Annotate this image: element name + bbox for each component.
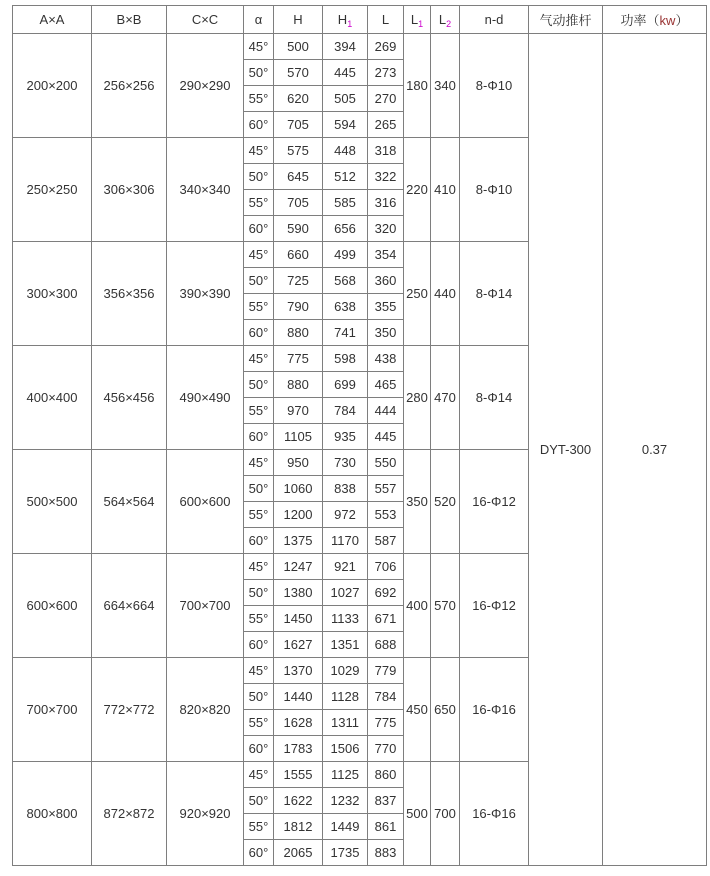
cell-h1: 935 <box>323 424 368 450</box>
cell-l: 445 <box>368 424 404 450</box>
cell-l2: 440 <box>431 242 460 346</box>
cell-cxc: 490×490 <box>167 346 244 450</box>
cell-l: 671 <box>368 606 404 632</box>
cell-l: 354 <box>368 242 404 268</box>
cell-l: 784 <box>368 684 404 710</box>
cell-h1: 1449 <box>323 814 368 840</box>
cell-l: 269 <box>368 34 404 60</box>
cell-h: 570 <box>274 60 323 86</box>
cell-h: 575 <box>274 138 323 164</box>
col-header-power <box>603 6 707 34</box>
cell-h1: 445 <box>323 60 368 86</box>
cell-h: 500 <box>274 34 323 60</box>
cell-cxc: 290×290 <box>167 34 244 138</box>
cell-h: 1440 <box>274 684 323 710</box>
cell-h: 705 <box>274 112 323 138</box>
table-row <box>13 34 707 60</box>
cell-h: 1812 <box>274 814 323 840</box>
cell-h: 1375 <box>274 528 323 554</box>
cell-h: 1555 <box>274 762 323 788</box>
cell-h1: 1027 <box>323 580 368 606</box>
cell-angle: 45° <box>244 450 274 476</box>
cell-h: 1105 <box>274 424 323 450</box>
cell-h: 1450 <box>274 606 323 632</box>
cell-cxc: 700×700 <box>167 554 244 658</box>
cell-angle: 60° <box>244 216 274 242</box>
cell-h1: 1506 <box>323 736 368 762</box>
cell-l1: 220 <box>404 138 431 242</box>
cell-angle: 50° <box>244 164 274 190</box>
cell-l: 779 <box>368 658 404 684</box>
cell-angle: 50° <box>244 268 274 294</box>
cell-h: 1200 <box>274 502 323 528</box>
cell-angle: 60° <box>244 632 274 658</box>
cell-h1: 1735 <box>323 840 368 866</box>
cell-h1: 1133 <box>323 606 368 632</box>
cell-h: 1247 <box>274 554 323 580</box>
cell-l2: 700 <box>431 762 460 866</box>
cell-angle: 55° <box>244 190 274 216</box>
cell-angle: 45° <box>244 242 274 268</box>
cell-angle: 60° <box>244 736 274 762</box>
cell-bxb: 256×256 <box>92 34 167 138</box>
cell-l: 860 <box>368 762 404 788</box>
dimension-spec-table <box>12 5 707 866</box>
cell-h: 1622 <box>274 788 323 814</box>
cell-h1: 568 <box>323 268 368 294</box>
cell-h: 1783 <box>274 736 323 762</box>
l2-base: L <box>438 12 447 27</box>
cell-angle: 50° <box>244 372 274 398</box>
cell-cxc: 920×920 <box>167 762 244 866</box>
cell-bxb: 872×872 <box>92 762 167 866</box>
cell-angle: 45° <box>244 346 274 372</box>
l2-subscript: 2 <box>446 19 452 29</box>
cell-l2: 470 <box>431 346 460 450</box>
cell-l: 350 <box>368 320 404 346</box>
cell-axa: 200×200 <box>13 34 92 138</box>
col-header-actuator: 气动推杆 <box>529 6 603 34</box>
cell-bxb: 564×564 <box>92 450 167 554</box>
cell-h1: 699 <box>323 372 368 398</box>
cell-angle: 50° <box>244 60 274 86</box>
cell-l: 883 <box>368 840 404 866</box>
cell-nd: 8-Φ14 <box>460 242 529 346</box>
l1-base: L <box>410 12 419 27</box>
cell-h1: 638 <box>323 294 368 320</box>
cell-angle: 45° <box>244 34 274 60</box>
cell-axa: 300×300 <box>13 242 92 346</box>
cell-l1: 180 <box>404 34 431 138</box>
cell-h1: 741 <box>323 320 368 346</box>
cell-h1: 499 <box>323 242 368 268</box>
cell-angle: 50° <box>244 476 274 502</box>
cell-h1: 784 <box>323 398 368 424</box>
cell-h: 725 <box>274 268 323 294</box>
cell-h1: 730 <box>323 450 368 476</box>
table-body <box>13 34 707 866</box>
cell-h1: 1232 <box>323 788 368 814</box>
cell-l2: 520 <box>431 450 460 554</box>
cell-h: 1060 <box>274 476 323 502</box>
cell-cxc: 390×390 <box>167 242 244 346</box>
cell-h1: 1351 <box>323 632 368 658</box>
cell-nd: 16-Φ16 <box>460 762 529 866</box>
cell-l2: 340 <box>431 34 460 138</box>
cell-h1: 838 <box>323 476 368 502</box>
cell-h: 705 <box>274 190 323 216</box>
cell-h: 2065 <box>274 840 323 866</box>
cell-angle: 55° <box>244 814 274 840</box>
cell-bxb: 456×456 <box>92 346 167 450</box>
col-header-cxc: C×C <box>167 6 244 34</box>
cell-h1: 921 <box>323 554 368 580</box>
cell-cxc: 340×340 <box>167 138 244 242</box>
table-header <box>13 6 707 34</box>
cell-nd: 16-Φ16 <box>460 658 529 762</box>
power-label-suffix: ） <box>675 13 689 28</box>
cell-l1: 350 <box>404 450 431 554</box>
cell-axa: 400×400 <box>13 346 92 450</box>
cell-l: 316 <box>368 190 404 216</box>
cell-l: 355 <box>368 294 404 320</box>
cell-l: 837 <box>368 788 404 814</box>
cell-l2: 410 <box>431 138 460 242</box>
cell-angle: 45° <box>244 658 274 684</box>
power-label-prefix: 功率（ <box>620 13 660 28</box>
cell-l2: 570 <box>431 554 460 658</box>
cell-nd: 8-Φ10 <box>460 138 529 242</box>
cell-angle: 45° <box>244 762 274 788</box>
cell-l: 360 <box>368 268 404 294</box>
cell-nd: 16-Φ12 <box>460 450 529 554</box>
cell-h1: 598 <box>323 346 368 372</box>
cell-h1: 448 <box>323 138 368 164</box>
cell-h: 1627 <box>274 632 323 658</box>
cell-l: 273 <box>368 60 404 86</box>
cell-axa: 600×600 <box>13 554 92 658</box>
cell-angle: 60° <box>244 320 274 346</box>
cell-h1: 394 <box>323 34 368 60</box>
cell-h1: 585 <box>323 190 368 216</box>
cell-h1: 1170 <box>323 528 368 554</box>
cell-h: 775 <box>274 346 323 372</box>
cell-axa: 800×800 <box>13 762 92 866</box>
cell-l: 775 <box>368 710 404 736</box>
cell-l1: 500 <box>404 762 431 866</box>
cell-l: 706 <box>368 554 404 580</box>
cell-h1: 1128 <box>323 684 368 710</box>
cell-h1: 505 <box>323 86 368 112</box>
cell-nd: 8-Φ10 <box>460 34 529 138</box>
cell-bxb: 664×664 <box>92 554 167 658</box>
cell-angle: 60° <box>244 112 274 138</box>
cell-angle: 55° <box>244 606 274 632</box>
cell-h: 645 <box>274 164 323 190</box>
cell-h1: 1125 <box>323 762 368 788</box>
cell-l1: 450 <box>404 658 431 762</box>
cell-l: 265 <box>368 112 404 138</box>
cell-actuator-model: DYT-300 <box>529 34 603 866</box>
col-header-l2 <box>431 6 460 34</box>
cell-l: 557 <box>368 476 404 502</box>
col-header-axa: A×A <box>13 6 92 34</box>
cell-l: 444 <box>368 398 404 424</box>
cell-h: 950 <box>274 450 323 476</box>
cell-l2: 650 <box>431 658 460 762</box>
cell-angle: 55° <box>244 294 274 320</box>
cell-angle: 55° <box>244 502 274 528</box>
cell-l1: 280 <box>404 346 431 450</box>
cell-nd: 8-Φ14 <box>460 346 529 450</box>
cell-h1: 512 <box>323 164 368 190</box>
cell-bxb: 306×306 <box>92 138 167 242</box>
cell-l: 688 <box>368 632 404 658</box>
col-header-h: H <box>274 6 323 34</box>
cell-l: 550 <box>368 450 404 476</box>
cell-angle: 50° <box>244 788 274 814</box>
cell-angle: 50° <box>244 684 274 710</box>
col-header-l: L <box>368 6 404 34</box>
cell-angle: 55° <box>244 398 274 424</box>
cell-h1: 594 <box>323 112 368 138</box>
cell-h1: 1311 <box>323 710 368 736</box>
cell-h: 660 <box>274 242 323 268</box>
cell-angle: 60° <box>244 840 274 866</box>
cell-axa: 250×250 <box>13 138 92 242</box>
cell-angle: 60° <box>244 528 274 554</box>
cell-l: 553 <box>368 502 404 528</box>
cell-l: 320 <box>368 216 404 242</box>
cell-axa: 700×700 <box>13 658 92 762</box>
cell-l: 465 <box>368 372 404 398</box>
cell-power-value: 0.37 <box>603 34 707 866</box>
cell-angle: 55° <box>244 710 274 736</box>
cell-l: 322 <box>368 164 404 190</box>
header-row <box>13 6 707 34</box>
cell-l1: 400 <box>404 554 431 658</box>
cell-axa: 500×500 <box>13 450 92 554</box>
cell-l: 692 <box>368 580 404 606</box>
h1-subscript: 1 <box>347 19 353 29</box>
cell-h: 790 <box>274 294 323 320</box>
cell-bxb: 772×772 <box>92 658 167 762</box>
cell-l: 270 <box>368 86 404 112</box>
cell-angle: 60° <box>244 424 274 450</box>
power-unit: kw <box>659 13 676 28</box>
cell-angle: 50° <box>244 580 274 606</box>
cell-angle: 55° <box>244 86 274 112</box>
cell-angle: 45° <box>244 138 274 164</box>
col-header-h1 <box>323 6 368 34</box>
cell-l: 861 <box>368 814 404 840</box>
col-header-bxb: B×B <box>92 6 167 34</box>
cell-h: 880 <box>274 320 323 346</box>
col-header-l1 <box>404 6 431 34</box>
cell-cxc: 820×820 <box>167 658 244 762</box>
cell-h1: 972 <box>323 502 368 528</box>
col-header-nd: n-d <box>460 6 529 34</box>
cell-angle: 45° <box>244 554 274 580</box>
cell-h: 590 <box>274 216 323 242</box>
cell-l1: 250 <box>404 242 431 346</box>
cell-l: 770 <box>368 736 404 762</box>
col-header-alpha: α <box>244 6 274 34</box>
cell-h: 970 <box>274 398 323 424</box>
cell-bxb: 356×356 <box>92 242 167 346</box>
cell-l: 587 <box>368 528 404 554</box>
cell-h: 1370 <box>274 658 323 684</box>
h1-base: H <box>337 12 348 27</box>
cell-h: 1628 <box>274 710 323 736</box>
cell-l: 318 <box>368 138 404 164</box>
cell-h: 620 <box>274 86 323 112</box>
cell-nd: 16-Φ12 <box>460 554 529 658</box>
cell-h1: 1029 <box>323 658 368 684</box>
l1-subscript: 1 <box>418 19 424 29</box>
cell-h: 880 <box>274 372 323 398</box>
cell-h: 1380 <box>274 580 323 606</box>
cell-h1: 656 <box>323 216 368 242</box>
cell-l: 438 <box>368 346 404 372</box>
cell-cxc: 600×600 <box>167 450 244 554</box>
